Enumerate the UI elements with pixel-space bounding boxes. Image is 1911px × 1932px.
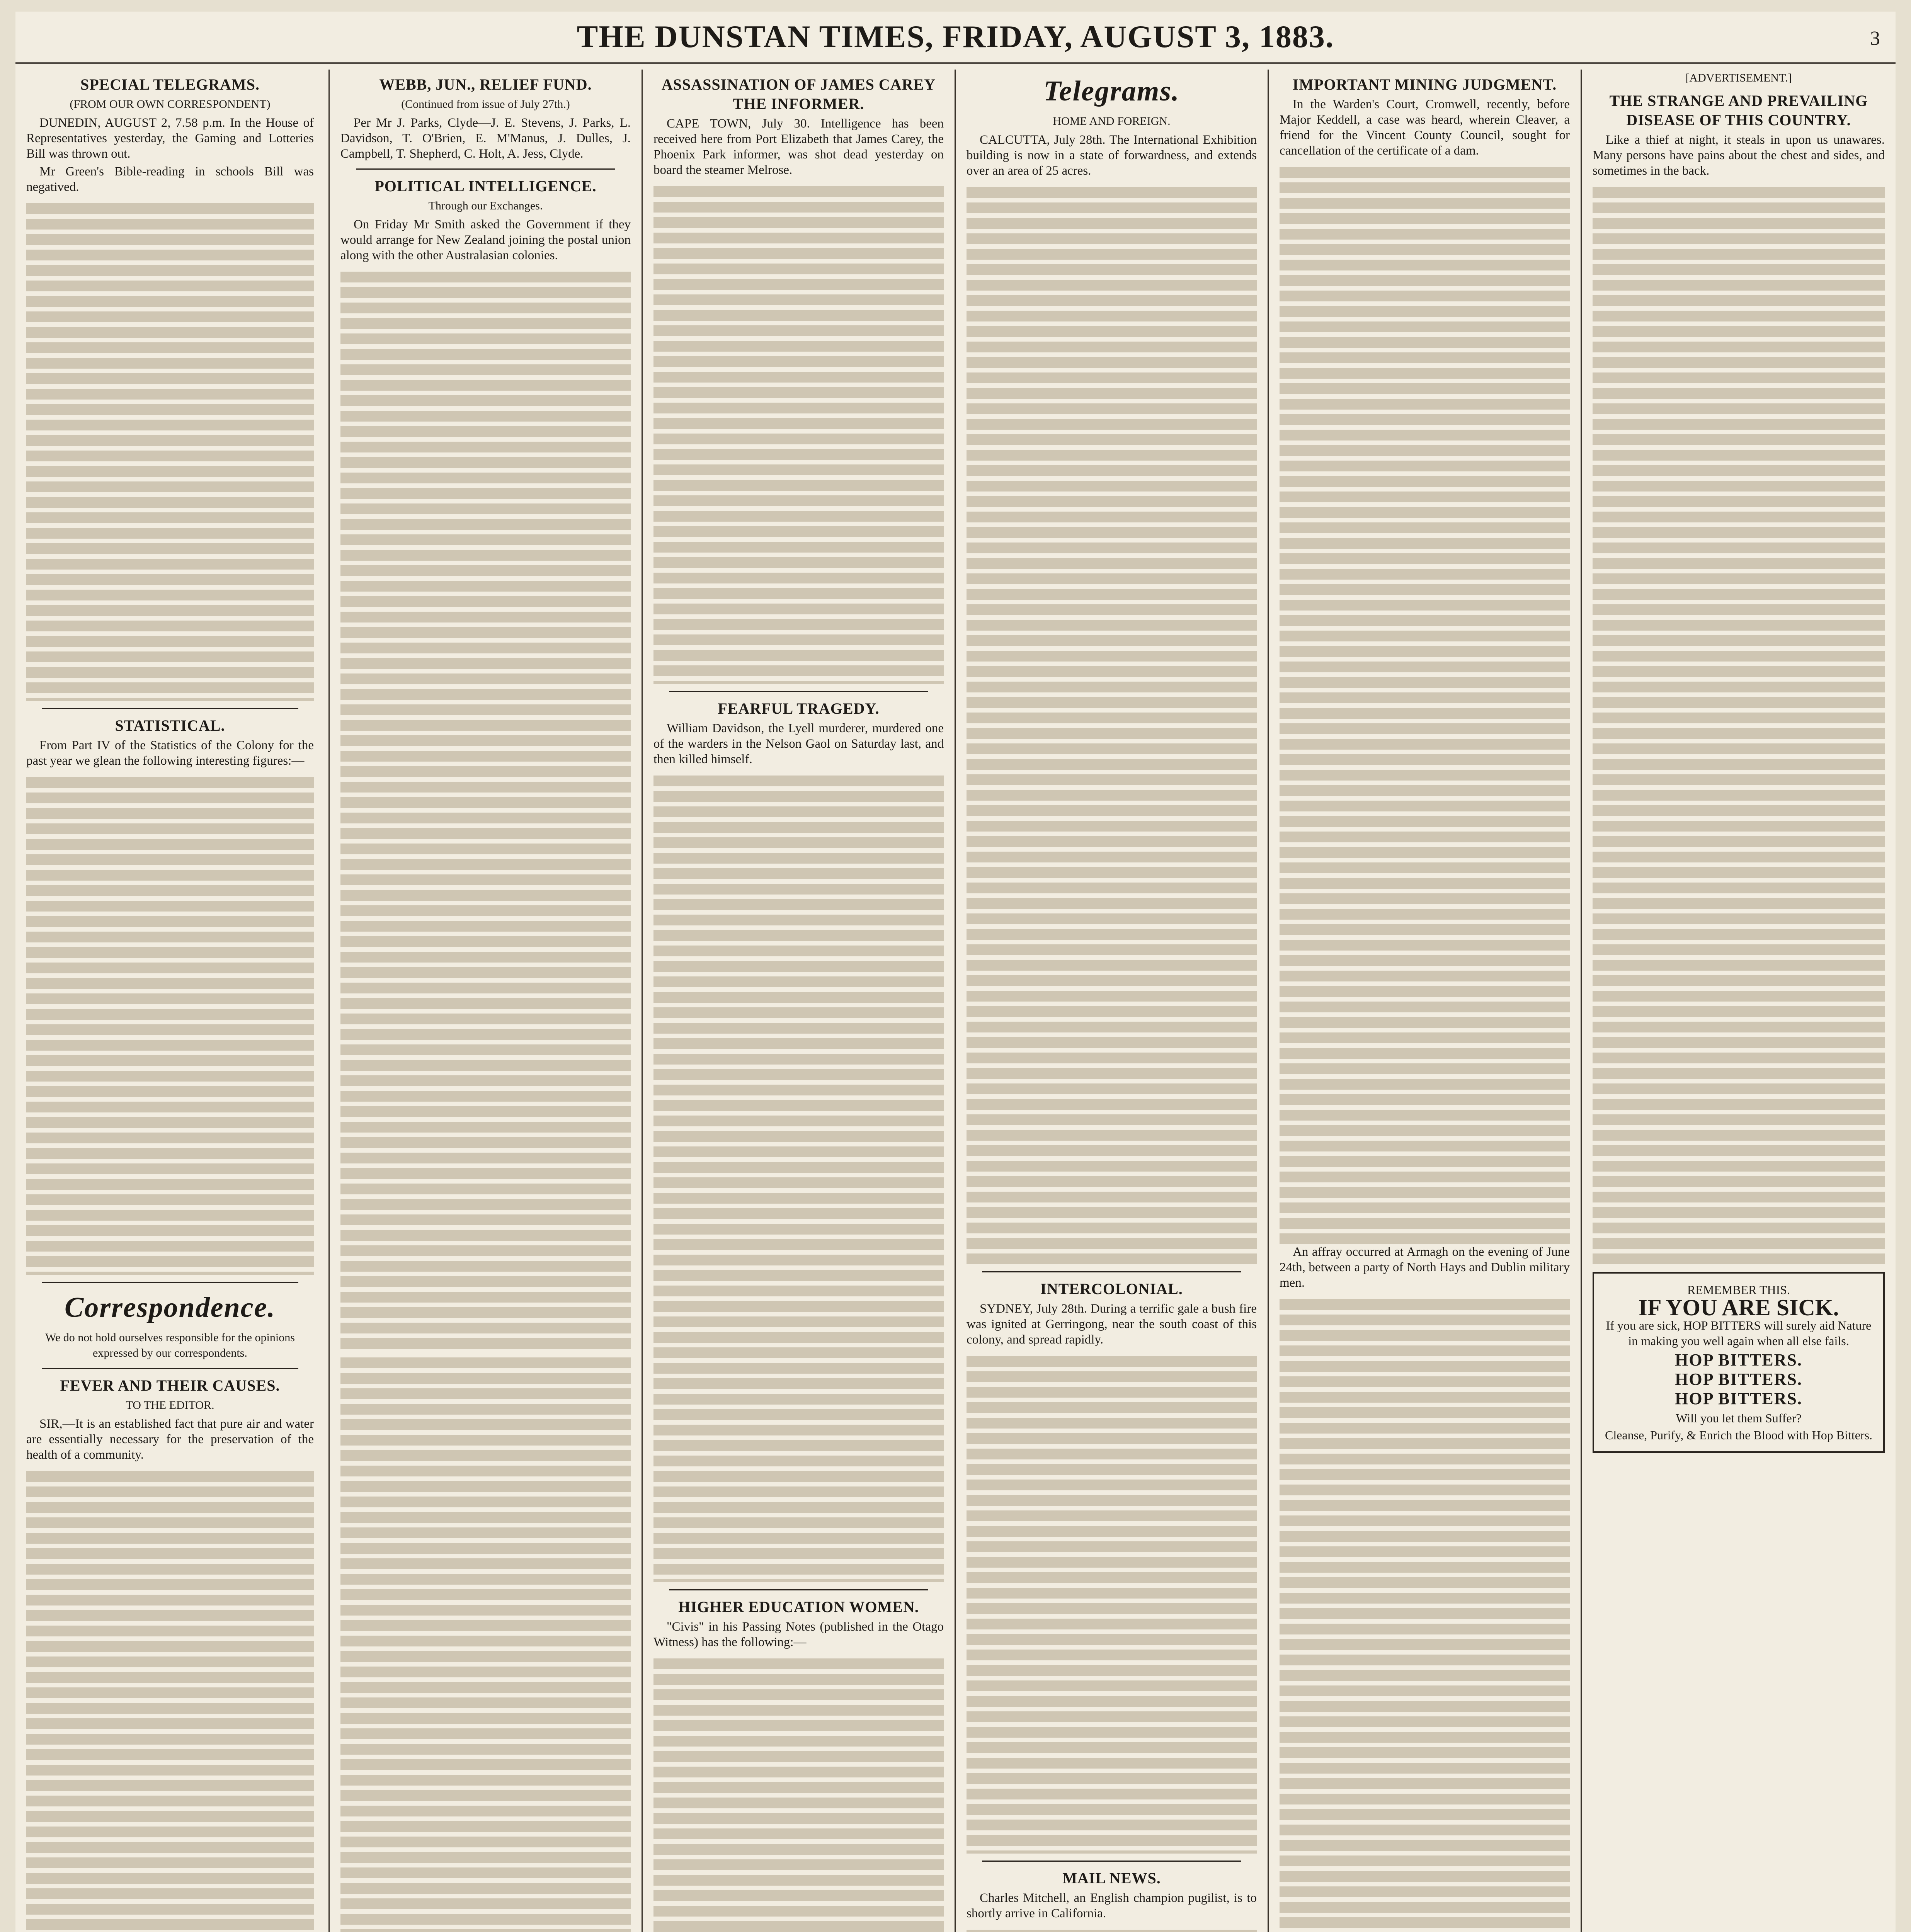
paragraph: Like a thief at night, it steals in upon us unawares. Many persons have pains about the chest and sides, and sometimes in the back.: [1593, 133, 1885, 178]
paragraph: "Civis" in his Passing Notes (published in the Otago Witness) has the following:—: [653, 1620, 944, 1649]
divider: [42, 1282, 298, 1283]
column-6: [1581, 70, 1896, 1932]
text-block: [26, 772, 314, 1275]
divider: [982, 1271, 1241, 1272]
paragraph: Charles Mitchell, an English champion pugilist, is to shortly arrive in California.: [967, 1891, 1257, 1920]
paragraph: In the Warden's Court, Cromwell, recently, before Major Keddell, a case was heard, wherein Cleaver, a friend for the Vincent County Council, sought for cancellation of the certificate of a dam.: [1280, 97, 1570, 158]
paragraph: William Davidson, the Lyell murderer, murdered one of the warders in the Nelson Gaol on Saturday last, and then killed himself.: [653, 721, 944, 766]
text-block: [653, 182, 944, 684]
divider: [42, 708, 298, 709]
paragraph: SYDNEY, July 28th. During a terrific gale a bush fire was ignited at Gerringong, near the south coast of this colony, and spread rapidly.: [967, 1302, 1257, 1347]
heading-fearful-tragedy: FEARFUL TRAGEDY.: [718, 700, 880, 717]
divider: [42, 1368, 298, 1369]
heading-political: POLITICAL INTELLIGENCE.: [374, 177, 597, 195]
paragraph: CAPE TOWN, July 30. Intelligence has been received here from Port Elizabeth that James Carey, the Phoenix Park informer, was shot dead yesterday on board the steamer Melrose.: [653, 117, 944, 177]
column-3: [642, 70, 955, 1932]
heading-telegrams: Telegrams.: [1043, 75, 1180, 107]
ad-suffer: Will you let them Suffer?: [1676, 1411, 1802, 1425]
paragraph: DUNEDIN, AUGUST 2, 7.58 p.m. In the House of Representatives yesterday, the Gaming and Lotteries Bill was thrown out.: [26, 116, 314, 161]
paragraph: On Friday Mr Smith asked the Government if they would arrange for New Zealand joining the postal union along with the other Australasian colonies.: [340, 218, 631, 262]
subheading-editor: TO THE EDITOR.: [126, 1399, 214, 1412]
subheading-correspondent: (FROM OUR OWN CORRESPONDENT): [70, 98, 271, 111]
masthead: [15, 12, 1896, 64]
ad-brand: HOP BITTERS.: [1675, 1389, 1802, 1408]
heading-special-telegrams: SPECIAL TELEGRAMS.: [80, 76, 260, 93]
heading-statistical: STATISTICAL.: [115, 717, 225, 734]
divider: [669, 1589, 928, 1590]
heading-strange-disease: THE STRANGE AND PREVAILING DISEASE OF THIS COUNTRY.: [1609, 92, 1868, 129]
paragraph: From Part IV of the Statistics of the Colony for the past year we glean the following interesting figures:—: [26, 738, 314, 768]
column-4: [955, 70, 1268, 1932]
heading-mining-judgment: IMPORTANT MINING JUDGMENT.: [1292, 76, 1557, 93]
ad-title: IF YOU ARE SICK.: [1638, 1295, 1839, 1320]
columns: [15, 70, 1896, 1932]
paragraph: Mr Green's Bible-reading in schools Bill was negatived.: [26, 165, 314, 194]
column-1: [15, 70, 325, 1932]
subheading-home-foreign: HOME AND FOREIGN.: [1053, 115, 1171, 128]
heading-intercolonial: INTERCOLONIAL.: [1040, 1280, 1183, 1298]
newspaper-page: [15, 12, 1896, 1932]
ad-brand: HOP BITTERS.: [1675, 1370, 1802, 1389]
text-block: [1593, 182, 1885, 1264]
paragraph: An affray occurred at Armagh on the evening of June 24th, between a party of North Hays and Dublin military men.: [1280, 1245, 1570, 1290]
heading-fever: FEVER AND THEIR CAUSES.: [60, 1377, 280, 1394]
divider: [356, 168, 615, 170]
ad-cleanse: Cleanse, Purify, & Enrich the Blood with Hop Bitters.: [1605, 1428, 1873, 1442]
divider: [982, 1861, 1241, 1862]
ad-brand: HOP BITTERS.: [1675, 1350, 1802, 1369]
masthead-title: THE DUNSTAN TIMES, FRIDAY, AUGUST 3, 1883.: [577, 19, 1334, 54]
heading-higher-education: HIGHER EDUCATION WOMEN.: [678, 1598, 919, 1616]
text-block: [1280, 162, 1570, 1244]
heading-correspondence: Correspondence.: [65, 1292, 276, 1323]
page-number: 3: [1870, 27, 1880, 49]
subheading-continued: (Continued from issue of July 27th.): [401, 98, 570, 111]
column-2: [328, 70, 642, 1932]
paragraph: SIR,—It is an established fact that pure air and water are essentially necessary for the preservation of the health of a community.: [26, 1417, 314, 1462]
text-block: [1280, 1294, 1570, 1932]
heading-mail-news: MAIL NEWS.: [1062, 1869, 1161, 1887]
advertisement-label: [ADVERTISEMENT.]: [1685, 71, 1792, 84]
text-block: [340, 1353, 631, 1932]
text-block: [26, 1466, 314, 1932]
paragraph: CALCUTTA, July 28th. The International Exhibition building is now in a state of forwardness, and extends over an area of 25 acres.: [967, 133, 1257, 178]
text-block: [967, 1925, 1257, 1932]
ad-remember: REMEMBER THIS.: [1687, 1283, 1790, 1297]
column-5: [1268, 70, 1581, 1932]
divider: [669, 691, 928, 692]
text-block: [26, 199, 314, 701]
ad-text: If you are sick, HOP BITTERS will surely aid Nature in making you well again when all else fails.: [1606, 1318, 1872, 1348]
text-block: [967, 1351, 1257, 1854]
subheading-exchanges: Through our Exchanges.: [428, 199, 543, 212]
text-block: [653, 1654, 944, 1932]
hop-bitters-advert: [1593, 1272, 1885, 1453]
editorial-note: We do not hold ourselves responsible for the opinions expressed by our correspondents.: [45, 1331, 295, 1359]
text-block: [653, 771, 944, 1582]
paragraph: Per Mr J. Parks, Clyde—J. E. Stevens, J. Parks, L. Davidson, T. O'Brien, E. M'Manus, J. Dulles, J. Campbell, T. Shepherd, C. Holt, A. Jess, Clyde.: [340, 116, 631, 161]
text-block: [340, 267, 631, 1349]
text-block: [967, 182, 1257, 1264]
heading-assassination: ASSASSINATION OF JAMES CAREY THE INFORMER.: [661, 76, 936, 112]
heading-relief-fund: WEBB, JUN., RELIEF FUND.: [379, 76, 592, 93]
